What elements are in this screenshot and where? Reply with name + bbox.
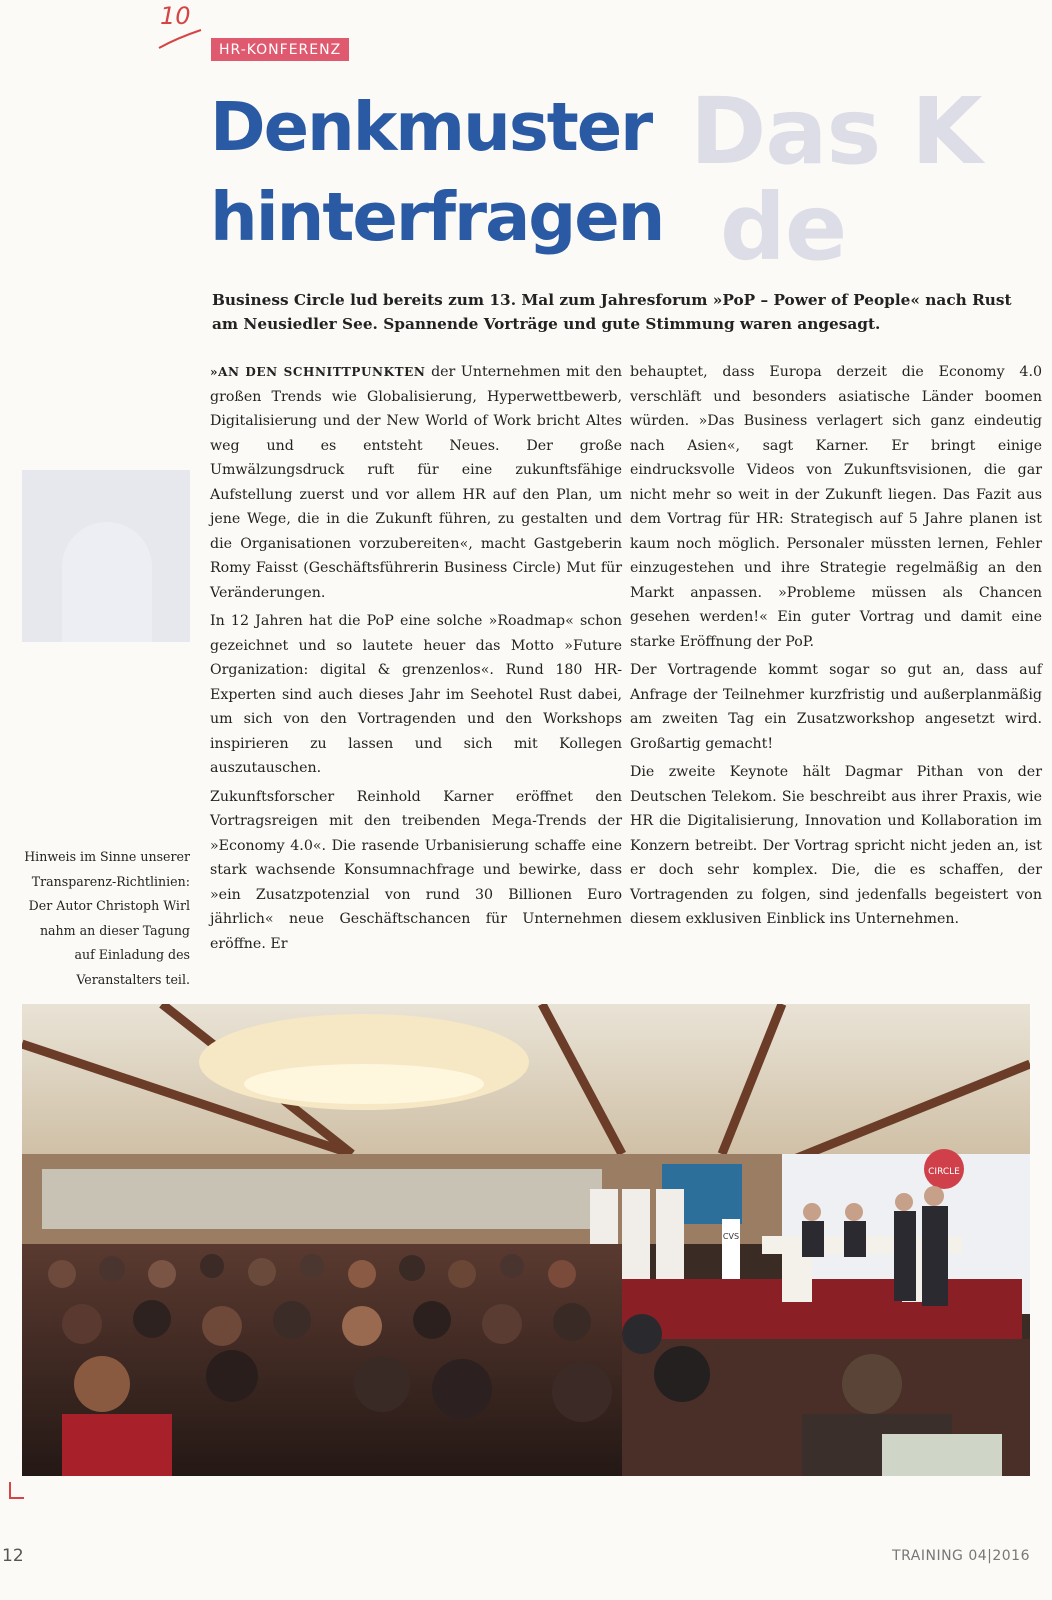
ghost-headline-line1: Das K (690, 78, 982, 185)
sidebar-portrait-placeholder (22, 470, 190, 642)
stage-logo-text: CIRCLE (928, 1167, 960, 1177)
paragraph-text: der Unternehmen mit den großen Trends wie Globalisierung, Hyperwettbewerb, Digitalisierung und der New World of Work bricht Altes weg und es entsteht Neues. Der große Umwälzungsdruck ruft für eine zukunftsfähige Aufstellung zuerst und vor allem HR auf den Plan, um jene Wege, die in die Zukunft führen, zu gestalten und die Organisationen vorzubereiten«, macht Gastgeberin Romy Faisst (Geschäftsführerin Business Circle) Mut für Veränderungen. (210, 364, 622, 601)
lead-in: »AN DEN SCHNITTPUNKTEN (210, 365, 426, 379)
banner-label-text: CVS (722, 1232, 740, 1241)
issue-label: TRAINING 04|2016 (892, 1548, 1030, 1564)
paragraph: Zukunftsforscher Reinhold Karner eröffnet den Vortragsreigen mit den treibenden Mega-Trends der »Economy 4.0«. Die rasende Urbanisierung schaffe eine stark wachsende Konsumnachfrage und bewirke, dass »ein Zusatzpotenzial von rund 30 Billionen Euro jährlich« neue Geschäftschancen für Unternehmen eröffne. Er (210, 788, 622, 952)
handwritten-corner-mark-icon (4, 1480, 28, 1504)
article-lede: Business Circle lud bereits zum 13. Mal zum Jahresforum »PoP – Power of People« nach Rust am Neusiedler See. Spannende Vorträge und gute Stimmung waren angesagt. (212, 291, 1012, 333)
conference-photo (22, 1004, 1030, 1476)
article-column-left (210, 360, 622, 960)
handwritten-page-number: 10 (160, 2, 191, 30)
paragraph (210, 360, 622, 605)
paragraph: In 12 Jahren hat die PoP eine solche »Roadmap« schon gezeichnet und so lautete heuer das Motto »Future Organization: digital & grenzenlos«. Rund 180 HR-Experten sind auch dieses Jahr im Seehotel Rust dabei, um sich von den Vortragenden und den Workshops inspirieren zu lassen und sich mit Kollegen auszutauschen. (210, 613, 622, 776)
headline-line-1: Denkmuster (210, 88, 652, 166)
handwritten-strike-icon (155, 26, 205, 52)
page-number: 12 (2, 1546, 24, 1566)
article-column-right (630, 360, 1042, 936)
headline-line-2: hinterfragen (210, 178, 664, 256)
paragraph: Der Vortragende kommt sogar so gut an, dass auf Anfrage der Teilnehmer kurzfristig und außerplanmäßig am zweiten Tag ein Zusatzworkshop angesetzt wird. Großartig gemacht! (630, 662, 1042, 752)
category-label: HR-KONFERENZ (211, 38, 349, 61)
ghost-headline-line2: de (720, 174, 847, 281)
paragraph: behauptet, dass Europa derzeit die Economy 4.0 verschläft und besonders asiatische Länder boomen würden. »Das Business verlagert sich ganz eindeutig nach Asien«, sagt Karner. Er bringt einige eindrucksvolle Videos von Zukunftsvisionen, die gar nicht mehr so weit in der Zukunft liegen. Das Fazit aus dem Vortrag für HR: Strategisch auf 5 Jahre planen ist kaum noch möglich. Personaler müssten lernen, Fehler einzugestehen und ihre Strategie regelmäßig an den Markt anpassen. »Probleme müssen als Chancen gesehen werden!« Ein guter Vortrag und damit eine starke Eröffnung der PoP. (630, 364, 1042, 650)
article-headline (210, 82, 663, 262)
paragraph: Die zweite Keynote hält Dagmar Pithan von der Deutschen Telekom. Sie beschreibt aus ihrer Praxis, wie HR die Digitalisierung, Innovation und Kollaboration im Konzern betreibt. Der Vortrag spricht nicht jeden an, ist er doch sehr komplex. Die, die es schaffen, der Vortragenden zu folgen, sind jedenfalls begeistert von diesem exklusiven Einblick ins Unternehmen. (630, 764, 1042, 927)
transparency-note: Hinweis im Sinne unserer Transparenz-Richtlinien: Der Autor Christoph Wirl nahm an dieser Tagung auf Einladung des Veranstalters teil. (24, 849, 190, 987)
